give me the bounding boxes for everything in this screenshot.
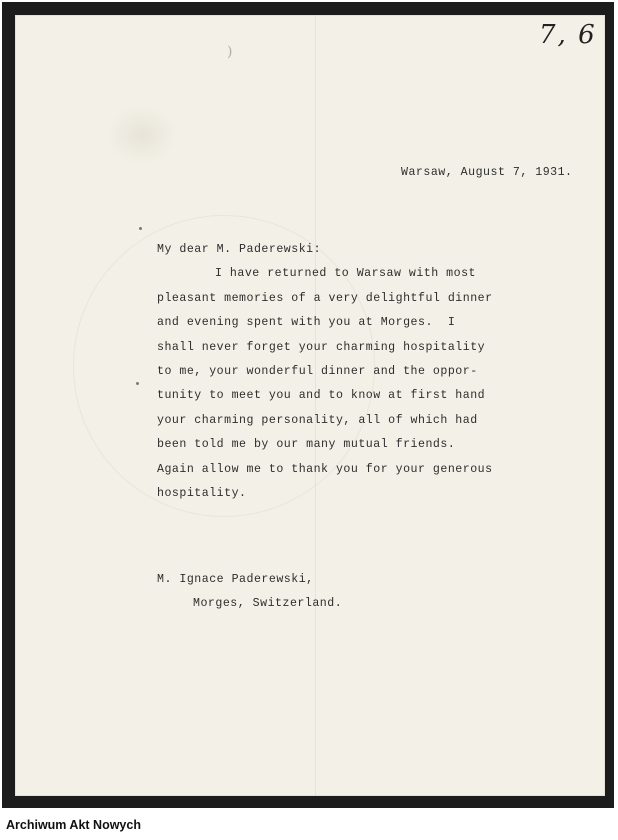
paper-speck — [136, 382, 139, 385]
letter-page — [15, 15, 605, 796]
salutation: My dear M. Paderewski: — [157, 243, 322, 256]
body-line: pleasant memories of a very delightful dinner — [157, 292, 493, 305]
corner-pencil-mark: ) — [227, 44, 233, 60]
recipient-location: Morges, Switzerland. — [193, 597, 343, 610]
body-line: I have returned to Warsaw with most — [215, 267, 477, 280]
body-line: to me, your wonderful dinner and the oppor- — [157, 365, 478, 378]
archive-label: Archiwum Akt Nowych — [6, 818, 141, 832]
body-line: and evening spent with you at Morges. I — [157, 316, 456, 329]
date-line: Warsaw, August 7, 1931. — [401, 166, 573, 179]
body-line: tunity to meet you and to know at first hand — [157, 389, 486, 402]
recipient-name: M. Ignace Paderewski, — [157, 573, 314, 586]
body-line: shall never forget your charming hospitality — [157, 341, 486, 354]
body-line: your charming personality, all of which had — [157, 414, 478, 427]
paper-speck — [139, 227, 142, 230]
body-line: hospitality. — [157, 487, 247, 500]
folio-number-handwritten: 7, 6 — [539, 20, 597, 50]
embossed-emblem — [107, 105, 177, 165]
body-line: Again allow me to thank you for your generous — [157, 463, 493, 476]
body-line: been told me by our many mutual friends. — [157, 438, 456, 451]
